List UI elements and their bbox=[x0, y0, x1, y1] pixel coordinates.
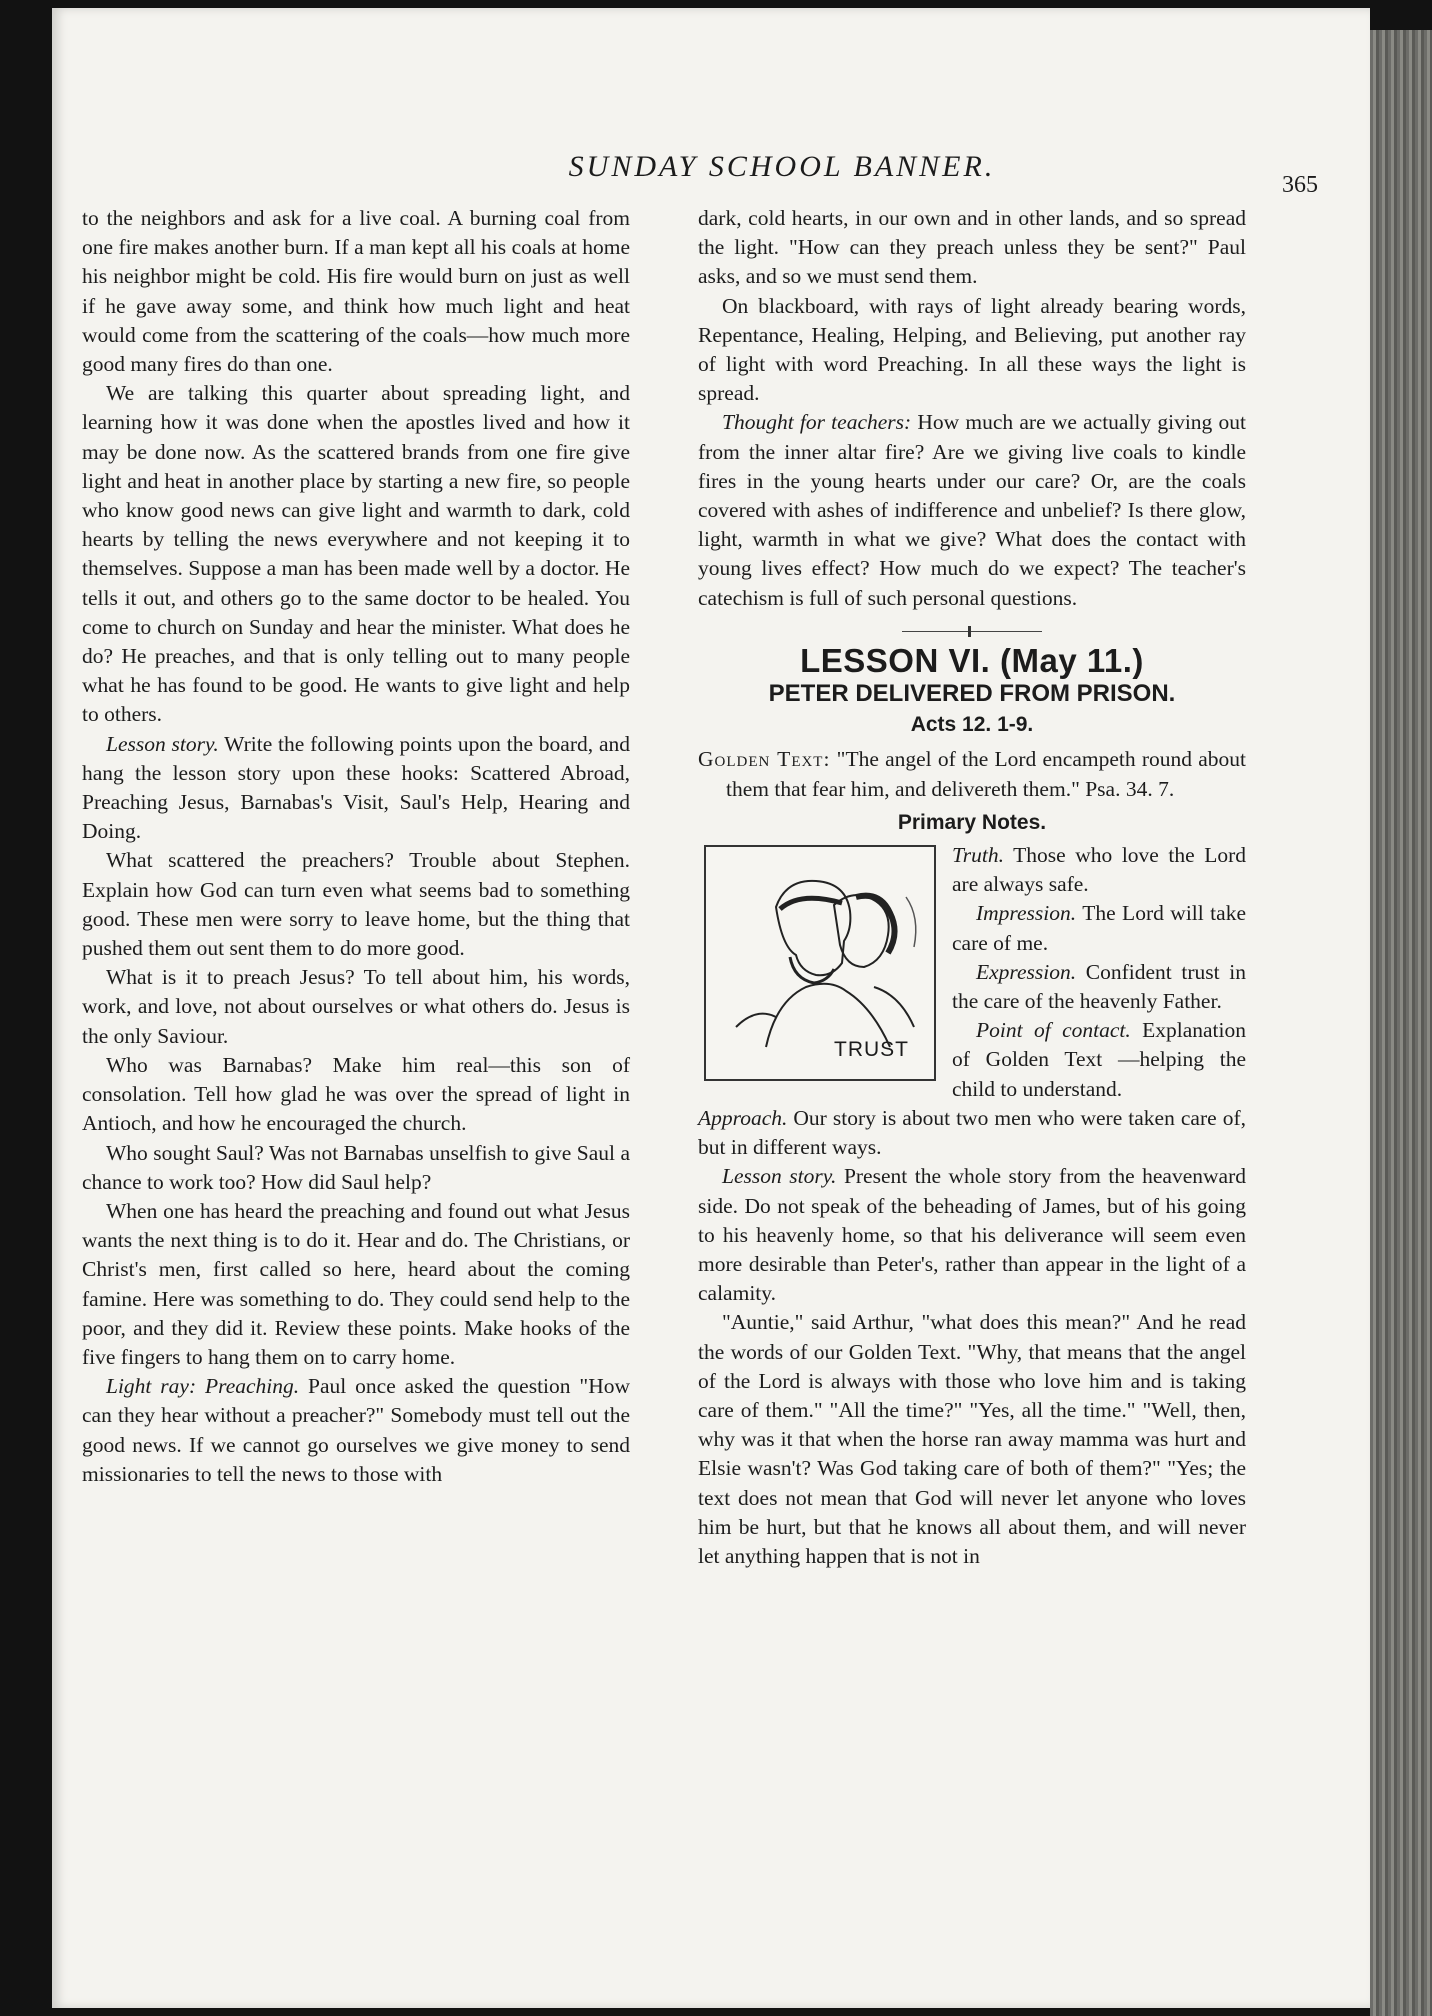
paragraph: dark, cold hearts, in our own and in other lands, and so spread the light. "How can they preach unless they be sent?" Paul asks, and so we must send them. bbox=[698, 206, 1246, 289]
note-paragraph: Impression. The Lord will take care of me. bbox=[952, 901, 1246, 955]
lesson-subtitle: PETER DELIVERED FROM PRISON. bbox=[768, 680, 1176, 708]
paragraph-lead: Thought for teachers: bbox=[722, 410, 912, 435]
primary-notes-heading: Primary Notes. bbox=[897, 810, 1047, 834]
paragraph: We are talking this quarter about spreading light, and learning how it was done when the apostles lived and how it may be done now. As the scattered brands from one fire give light and heat in another place by starting a new fire, so people who know good news can give light and warmth to dark, cold hearts by telling the news everywhere and not keeping it to themselves. Suppose a man has been made well by a doctor. He tells it out, and others go to the same doctor to be healed. You come to church on Sunday and hear the minister. What does he do? He preaches, and that is only telling out to many people what he has found to be good. He wants to give light and help to others. bbox=[82, 381, 630, 727]
paragraph-lead: Light ray: Preaching. bbox=[106, 1374, 300, 1399]
paragraph: On blackboard, with rays of light already bearing words, Repentance, Healing, Helping, and Believing, put another ray of light with word Preaching. In all these ways the light is spread. bbox=[698, 293, 1246, 406]
paragraph-lead: Expression. bbox=[976, 959, 1077, 984]
right-column bbox=[698, 204, 1246, 1571]
paragraph: Who sought Saul? Was not Barnabas unselfish to give Saul a chance to work too? How did Saul help? bbox=[82, 1140, 630, 1194]
paragraph: Light ray: Preaching. Paul once asked the question "How can they hear without a preacher?" Somebody must tell out the good news. If we cannot go ourselves we give money to send missionaries to tell the news to those with bbox=[82, 1374, 630, 1486]
lesson-reference: Acts 12. 1-9. bbox=[910, 713, 1034, 737]
paragraph-lead: Point of contact. bbox=[976, 1018, 1131, 1043]
running-header: SUNDAY SCHOOL BANNER. bbox=[568, 150, 996, 183]
page-number: 365 bbox=[1282, 172, 1318, 198]
note-paragraph: Truth. Those who love the Lord are always safe. bbox=[952, 843, 1246, 897]
golden-text: Golden Text: "The angel of the Lord encampeth round about them that fear him, and delivereth them." Psa. 34. 7. bbox=[698, 747, 1246, 801]
paragraph: What is it to preach Jesus? To tell about him, his words, work, and love, not about ourselves or what others do. Jesus is the only Saviour. bbox=[82, 965, 630, 1048]
section-divider bbox=[902, 631, 1042, 632]
left-column bbox=[82, 204, 630, 1489]
paragraph-lead: Approach. bbox=[698, 1105, 788, 1130]
note-paragraph: "Auntie," said Arthur, "what does this mean?" And he read the words of our Golden Text. "Why, that means that the angel of the Lord is always with those who love him and is taking care of them." "All the time?" "Yes, all the time." "Well, then, why was it that when the horse ran away mamma was hurt and Elsie wasn't? Was God taking care of both of them?" "Yes; the text does not mean that God will never let anyone who loves him be hurt, but that he knows all about them, and will never let anything happen that is not in bbox=[698, 1310, 1246, 1568]
paragraph: Lesson story. Write the following points upon the board, and hang the lesson story upon these hooks: Scattered Abroad, Preaching Jesus, Barnabas's Visit, Saul's Help, Hearing and Doing. bbox=[82, 731, 630, 844]
note-paragraph: Expression. Confident trust in the care of the heavenly Father. bbox=[952, 959, 1246, 1014]
paragraph: What scattered the preachers? Trouble about Stephen. Explain how God can turn even what seems bad to something good. These men were sorry to leave home, but the thing that pushed them out sent them to do more good. bbox=[82, 848, 630, 961]
paragraph-lead: Impression. bbox=[976, 901, 1077, 926]
book-edge bbox=[1370, 30, 1432, 2016]
golden-text-label: Golden Text: bbox=[698, 747, 831, 772]
paragraph: Who was Barnabas? Make him real—this son of consolation. Tell how glad he was over the spread of light in Antioch, and how he encouraged the church. bbox=[82, 1052, 630, 1136]
note-paragraph: Approach. Our story is about two men who were taken care of, but in different ways. bbox=[698, 1105, 1246, 1160]
paragraph: Thought for teachers: How much are we actually giving out from the inner altar fire? Are we giving live coals to kindle fires in the young hearts under our care? Or, are the coals covered with ashes of indifference and unbelief? Is there glow, light, warmth in what we give? What does the contact with young lives effect? How much do we expect? The teacher's catechism is full of such personal questions. bbox=[698, 410, 1246, 610]
paragraph-lead: Truth. bbox=[952, 843, 1004, 868]
note-paragraph: Point of contact. Explanation of Golden Text —helping the child to understand. bbox=[952, 1018, 1247, 1101]
paragraph: to the neighbors and ask for a live coal. A burning coal from one fire makes another burn. If a man kept all his coals at home his neighbor might be cold. His fire would burn on just as well if he gave away some, and think how much light and heat would come from the scattering of the coals—how much more good many fires do than one. bbox=[82, 206, 630, 377]
trust-label: TRUST bbox=[834, 1038, 909, 1062]
paragraph-lead: Lesson story. bbox=[106, 731, 219, 756]
paragraph: When one has heard the preaching and found out what Jesus wants the next thing is to do it. Hear and do. The Christians, or Christ's men, first called so here, heard about the coming famine. Here was something to do. They could send help to the poor, and they did it. Review these points. Make hooks of the five fingers to hang them on to carry home. bbox=[82, 1198, 630, 1369]
note-paragraph: Lesson story. Present the whole story from the heavenward side. Do not speak of the beheading of James, but of his going to his heavenly home, so that his deliverance will seem even more desirable than Peter's, rather than appear in the light of a calamity. bbox=[698, 1164, 1246, 1306]
paragraph-lead: Lesson story. bbox=[722, 1164, 837, 1189]
trust-illustration bbox=[704, 845, 936, 1081]
lesson-title: LESSON VI. (May 11.) bbox=[800, 641, 1144, 679]
